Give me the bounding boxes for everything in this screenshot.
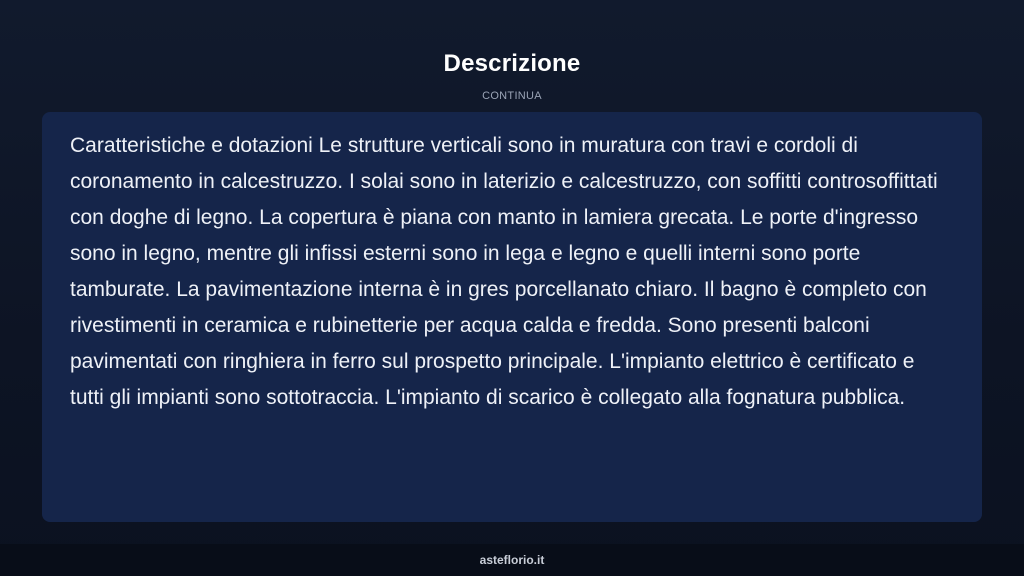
continue-label[interactable]: CONTINUA	[482, 90, 542, 102]
description-card	[42, 112, 982, 522]
description-text: Caratteristiche e dotazioni Le strutture verticali sono in muratura con travi e cordoli di coronamento in calcestruzzo. I solai sono in laterizio e calcestruzzo, con soffitti controsoffittati con doghe di legno. La copertura è piana con manto in lamiera grecata. Le porte d'ingresso sono in legno, mentre gli infissi esterni sono in lega e legno e quelli interni sono porte tamburate. La pavimentazione interna è in gres porcellanato chiaro. Il bagno è completo con rivestimenti in ceramica e rubinetterie per acqua calda e fredda. Sono presenti balconi pavimentati con ringhiera in ferro sul prospetto principale. L'impianto elettrico è certificato e tutti gli impianti sono sottotraccia. L'impianto di scarico è collegato alla fognatura pubblica.	[70, 134, 938, 409]
page-header	[0, 0, 1024, 112]
page-title: Descrizione	[443, 50, 581, 77]
footer-bar	[0, 544, 1024, 576]
site-name: asteflorio.it	[479, 553, 545, 567]
